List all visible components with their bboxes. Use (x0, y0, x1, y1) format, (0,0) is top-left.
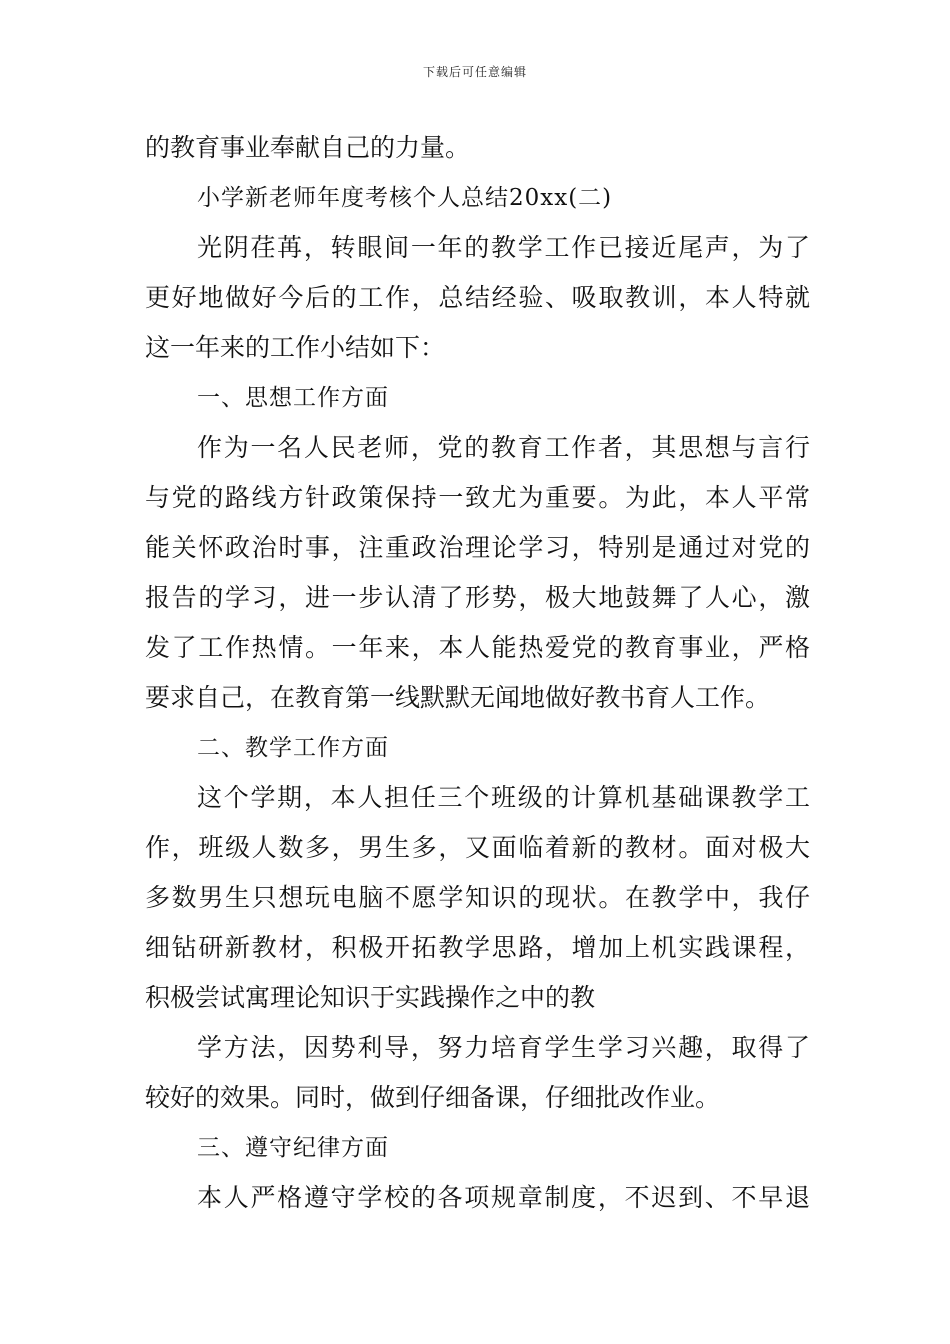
paragraph-line: 发了工作热情。一年来，本人能热爱党的教育事业，严格 (145, 633, 810, 662)
paragraph-line: 更好地做好今后的工作，总结经验、吸取教训，本人特就 (145, 283, 810, 312)
paragraph-line: 本人严格遵守学校的各项规章制度，不迟到、不早退 (197, 1183, 810, 1212)
text-line: 的教育事业奉献自己的力量。 (145, 133, 471, 162)
section-heading: 一、思想工作方面 (197, 385, 389, 411)
paragraph-line: 较好的效果。同时，做到仔细备课，仔细批改作业。 (145, 1083, 721, 1112)
paragraph-line: 这个学期，本人担任三个班级的计算机基础课教学工 (197, 783, 810, 812)
section-heading: 三、遵守纪律方面 (197, 1135, 389, 1161)
section-heading: 二、教学工作方面 (197, 735, 389, 761)
paragraph-line: 多数男生只想玩电脑不愿学知识的现状。在教学中，我仔 (145, 883, 810, 912)
paragraph-line: 报告的学习，进一步认清了形势，极大地鼓舞了人心，激 (145, 583, 810, 612)
paragraph-line: 能关怀政治时事，注重政治理论学习，特别是通过对党的 (145, 533, 810, 562)
page-header-note: 下载后可任意编辑 (422, 65, 527, 79)
paragraph-line: 这一年来的工作小结如下： (145, 333, 446, 362)
paragraph-line: 细钻研新教材，积极开拓教学思路，增加上机实践课程， (145, 933, 810, 962)
section-title: 小学新老师年度考核个人总结20xx(二) (197, 185, 613, 211)
paragraph-line: 作为一名人民老师，党的教育工作者，其思想与言行 (197, 433, 810, 462)
document-body (145, 123, 810, 1223)
paragraph-line: 要求自己，在教育第一线默默无闻地做好教书育人工作。 (145, 683, 771, 712)
paragraph-line: 作，班级人数多，男生多，又面临着新的教材。面对极大 (145, 833, 810, 862)
paragraph-line: 学方法，因势利导，努力培育学生学习兴趣，取得了 (197, 1033, 810, 1062)
paragraph-line: 积极尝试寓理论知识于实践操作之中的教 (145, 983, 596, 1012)
paragraph-line: 与党的路线方针政策保持一致尤为重要。为此，本人平常 (145, 483, 810, 512)
paragraph-line: 光阴荏苒，转眼间一年的教学工作已接近尾声，为了 (197, 233, 810, 262)
